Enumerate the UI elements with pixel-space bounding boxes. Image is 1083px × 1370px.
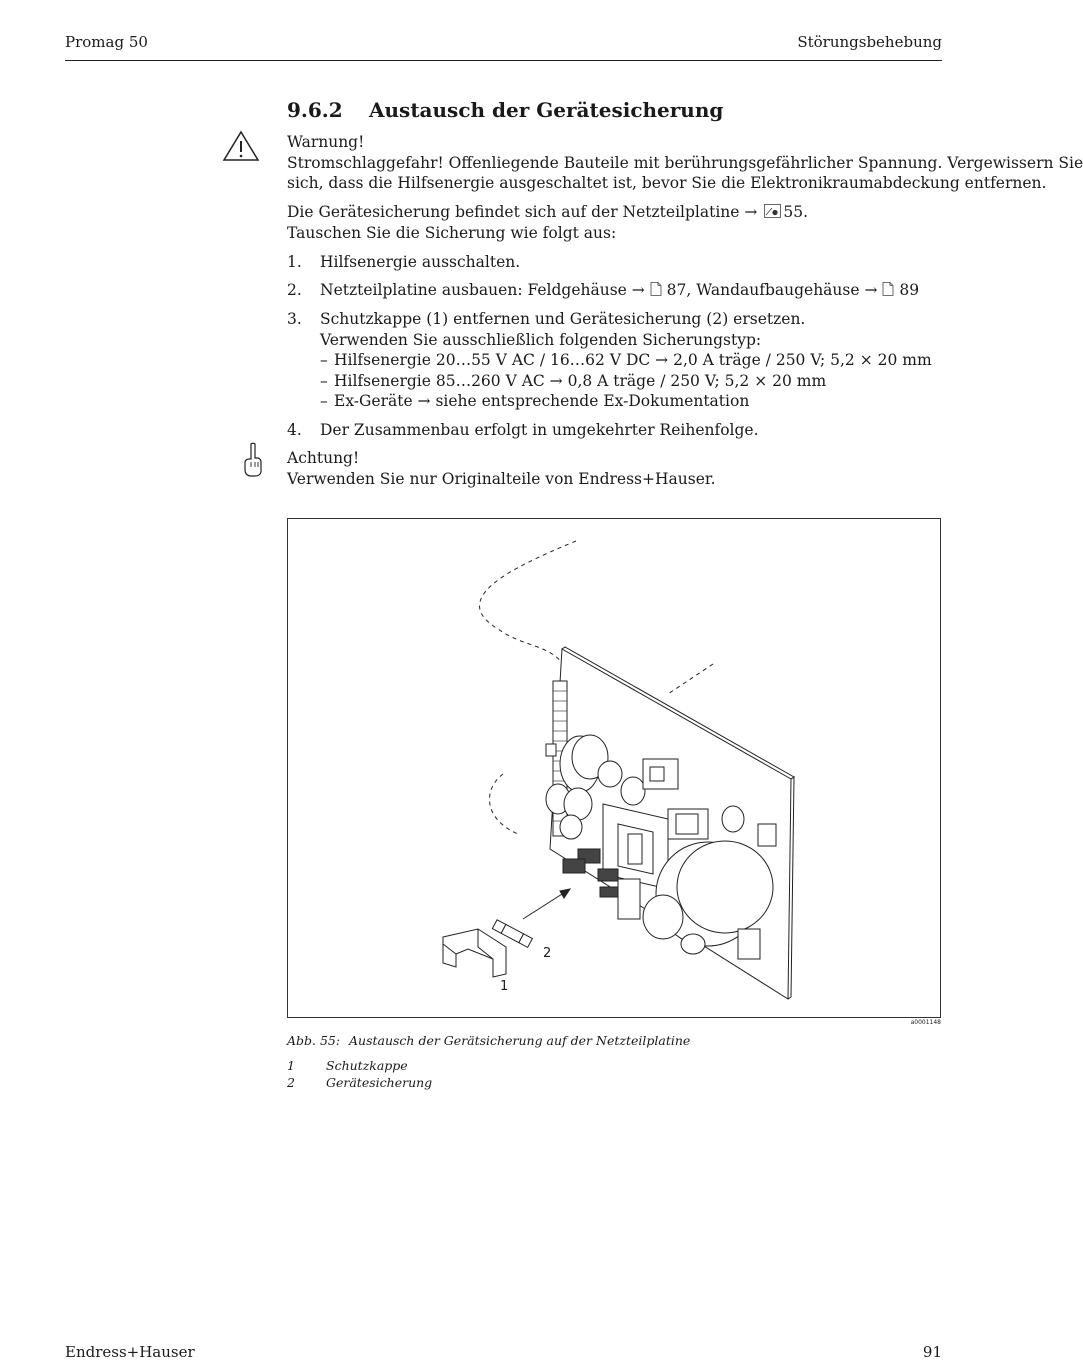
- intro-line-1: [287, 202, 808, 223]
- step-text: Schutzkappe (1) entfernen und Gerätesicherung (2) ersetzen.: [320, 310, 806, 328]
- step-number: 2.: [287, 281, 302, 299]
- section-number: 9.6.2: [287, 98, 343, 122]
- warning-triangle-icon: [222, 130, 260, 162]
- pointing-hand-icon: [242, 442, 264, 478]
- page-ref: 89: [899, 281, 920, 299]
- intro-block: [287, 202, 808, 243]
- caution-label: Achtung!: [287, 449, 360, 467]
- step-arrow: →: [631, 281, 645, 299]
- figure-code: a0001148: [910, 1019, 941, 1026]
- bullet-item: – Hilfsenergie 20…55 V AC / 16…62 V DC → 2,0 A träge / 250 V; 5,2 × 20 mm: [320, 351, 932, 369]
- step-number: 1.: [287, 253, 302, 271]
- step-text: Der Zusammenbau erfolgt in umgekehrter Reihenfolge.: [320, 421, 759, 439]
- step-number: 3.: [287, 310, 302, 328]
- step-text: Hilfsenergie ausschalten.: [320, 253, 521, 271]
- section-title: [287, 98, 723, 122]
- caution-text: Verwenden Sie nur Originalteile von Endress+Hauser.: [287, 469, 716, 488]
- warning-block: [287, 132, 1083, 194]
- step-subtext: Verwenden Sie ausschließlich folgenden Sicherungstyp:: [320, 330, 762, 349]
- page-ref: 87: [666, 281, 687, 299]
- intro-arrow: →: [744, 203, 758, 221]
- intro-text: Die Gerätesicherung befindet sich auf der Netzteilplatine: [287, 203, 740, 221]
- figure-caption: [287, 1033, 690, 1048]
- legend-item: 2 Gerätesicherung: [287, 1075, 433, 1090]
- step-body: [320, 280, 919, 301]
- warning-line-1: Stromschlaggefahr! Offenliegende Bauteile mit berührungsgefährlicher Spannung. Vergewissern Sie: [287, 153, 1083, 172]
- header-left: Promag 50: [65, 33, 148, 51]
- page-icon: [882, 282, 894, 296]
- figure-frame: [287, 518, 941, 1018]
- warning-label: Warnung!: [287, 133, 365, 151]
- power-board-illustration: [288, 519, 940, 1017]
- page-icon: [650, 282, 662, 296]
- footer-left: Endress+Hauser: [65, 1343, 195, 1361]
- step-text: , Wandaufbaugehäuse: [686, 281, 860, 299]
- caption-number: Abb. 55:: [287, 1033, 341, 1048]
- bullet-item: – Hilfsenergie 85…260 V AC → 0,8 A träge / 250 V; 5,2 × 20 mm: [320, 371, 827, 390]
- step-body: [320, 309, 932, 412]
- caution-block: [287, 448, 716, 489]
- step-arrow: →: [864, 281, 878, 299]
- callout-1: 1: [500, 979, 509, 994]
- intro-ref: 55.: [783, 203, 808, 221]
- page-number: 91: [922, 1343, 942, 1361]
- figure-icon: [764, 204, 781, 218]
- bullet-item: – Ex-Geräte → siehe entsprechende Ex-Dokumentation: [320, 392, 750, 410]
- header-right: Störungsbehebung: [797, 33, 942, 51]
- warning-line-2: sich, dass die Hilfsenergie ausgeschaltet ist, bevor Sie die Elektronikraumabdeckung entfernen.: [287, 174, 1047, 192]
- header-rule: [65, 60, 942, 61]
- step-number: 4.: [287, 421, 302, 439]
- section-heading: Austausch der Gerätesicherung: [369, 98, 724, 122]
- intro-line-2: Tauschen Sie die Sicherung wie folgt aus:: [287, 223, 617, 242]
- caption-text: Austausch der Gerätsicherung auf der Netzteilplatine: [349, 1033, 691, 1048]
- legend-item: 1 Schutzkappe: [287, 1058, 408, 1073]
- step-text: Netzteilplatine ausbauen: Feldgehäuse: [320, 281, 627, 299]
- callout-2: 2: [543, 946, 552, 961]
